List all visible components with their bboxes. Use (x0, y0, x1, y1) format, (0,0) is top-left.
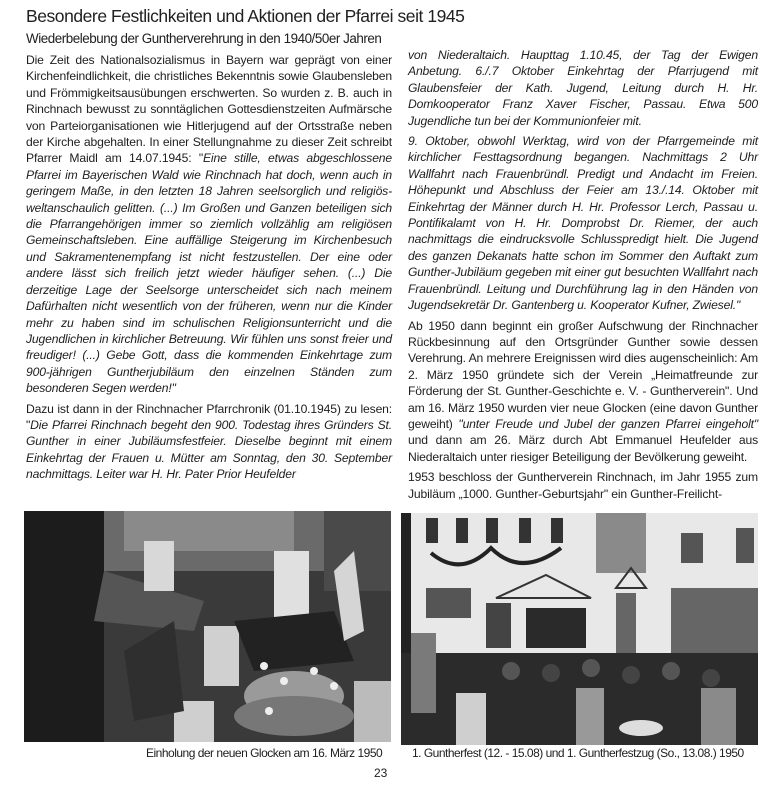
photo-caption-guntherfest: 1. Guntherfest (12. - 15.08) und 1. Guntherfestzug (So., 13.08.) 1950 (412, 746, 744, 760)
paragraph-pfarrchronik (26, 401, 392, 483)
paragraph-chronik-continued: von Niederaltaich. Haupttag 1.10.45, der Tag der Ewigen Anbetung. 6./.7 Oktober Einkehrtag der Pfarrjugend mit Glaubensfeier der Kath. Jugend, Leitung durch H. Hr. Domkooperator Franz Xaver Fischer, Passau. Etwa 500 Jugendliche tun bei der Kommunionfeier mit. (408, 48, 758, 128)
paragraph-text: und dann am 26. März durch Abt Emmanuel Heufelder aus Niederaltaich unter riesiger Beteiligung der Bevölkerung geweiht. (408, 433, 758, 464)
paragraph-1950-revival (408, 318, 758, 466)
paragraph-text: Die Zeit des Nationalsozialismus in Bayern war geprägt von einer Kirchenfeindlichkeit, die christliches Bekenntnis sowie Glaubensleben und Frömmigkeitsausübungen erschwerten. So wurden z. B. auch in Rinchnach bewusst zu sonntäglichen Gottesdienstzeiten Aufmärsche von Parteiorganisationen wie Hitlerjugend auf der Ortsstraße neben der Kirche abgehalten. In einer Stellungnahme zu dieser Zeit schreibt Pfarrer Maidl am 14.07.1945: " (26, 53, 392, 166)
paragraph-1953-decision: 1953 beschloss der Guntherverein Rinchnach, im Jahr 1955 zum Jubiläum „1000. Gunther-Geburtsjahr" ein Gunther-Freilicht- (408, 470, 758, 501)
photo-guntherfest-parade (401, 513, 758, 745)
section-subtitle: Wiederbelebung der Guntherverehrung in den 1940/50er Jahren (26, 31, 382, 46)
page-title: Besondere Festlichkeiten und Aktionen der Pfarrei seit 1945 (26, 6, 465, 26)
paragraph-maidl-statement (26, 52, 392, 397)
right-text-column (408, 47, 758, 506)
left-text-column (26, 52, 392, 487)
quote-text: "unter Freude und Jubel der ganzen Pfarrei eingeholt" (458, 416, 758, 431)
quote-text: Eine stille, etwas abgeschlossene Pfarrei im Bayerischen Wald wie Rinchnach hat doch, wenn auch in geringem Maße, in den letzten 18 Jahren seelsorglich und religiös-weltanschaulich gelitten. (...) Im Großen und Ganzen beteiligen sich die Pfarrangehörigen immer so ziemlich vollzählig am religiösen Gemeinschaftsleben. Eine auffällige Steigerung im Kirchenbesuch und Sakramentenempfang ist nicht festzustellen. Der eine oder andere lässt sich freilich jetzt wieder häufiger sehen. (...) Die derzeitige Lage der Seelsorge unterscheidet sich nach meinem Dafürhalten nicht wesentlich von der früheren, wenn nur die Kinder mehr zu haben sind im schulischen Religionsunterricht und die Jugendlichen in kirchlicher Betreuung. Wir fühlen uns sonst freier und freudiger! (...) Gebe Gott, dass die kommenden Einkehrtage zum 900-jährigen Guntherjubiläum den einzelnen Ständen zum besonderen Segen werden!" (26, 151, 392, 396)
photo-guntherfest-parade-image (401, 513, 758, 745)
paragraph-text: Ab 1950 dann beginnt ein großer Aufschwung der Rinchnacher Rückbesinnung auf den Ortsgründer Gunther sowie dessen Verehrung. An mehrere Ereignissen wird dies augenscheinlich: Am 2. März 1950 gründete sich der Verein „Heimatfreunde zur Förderung der St. Gunther-Geschichte e. V. - Guntherverein". Und am 16. März 1950 wurden vier neue Glocken (eine davon Gunther geweiht) (408, 318, 758, 431)
photo-bell-reception-image (24, 511, 391, 742)
paragraph-text: Dazu ist dann in der Rinchnacher Pfarrchronik (01.10.1945) zu lesen: " (26, 401, 392, 432)
page-number: 23 (374, 766, 388, 780)
quote-text: Die Pfarrei Rinchnach begeht den 900. Todestag ihres Gründers St. Gunther in einer Jubiläumsfestfeier. Dieselbe beginnt mit einem Einkehrtag der Frauen u. Mütter am Sonntag, den 30. September nachmittags. Leiter war H. Hr. Pater Prior Heufelder (26, 417, 392, 482)
paragraph-october-festivities: 9. Oktober, obwohl Werktag, wird von der Pfarrgemeinde mit kirchlicher Festtagsordnung begangen. Nachmittags 2 Uhr Wallfahrt nach Frauenbründl. Predigt und Andacht im Freien. Höhepunkt und Abschluss der Feier am 13./.14. Oktober mit Einkehrtag der Männer durch H. Hr. Professor Lerch, Passau u. Pontifikalamt von H. Hr. Domprobst Dr. Riemer, der auch nachmittags die eindrucksvolle Schlusspredigt hielt. Die Jugend des ganzen Dekanats hatte schon im Sommer den Auftakt zum Gunther-Jubiläum gegeben mit einer gut besuchten Wallfahrt nach Frauenbründl. Leitung und Durchführung lag in den Händen von Jugendsekretär Dr. Gantenberg u. Kooperator Kufner, Zwiesel." (408, 134, 758, 313)
photo-caption-bell-reception: Einholung der neuen Glocken am 16. März 1950 (146, 746, 383, 760)
photo-bell-reception (24, 511, 391, 742)
